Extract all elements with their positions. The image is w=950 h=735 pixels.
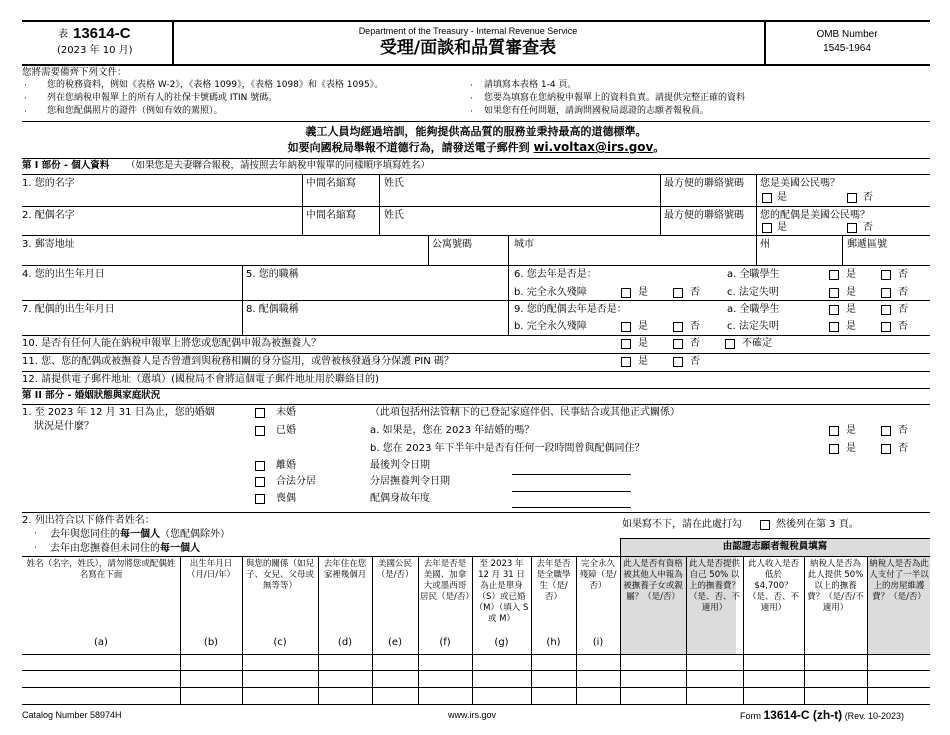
col-header-qualifying: 此人是否有資格被其他人申報為被撫養子女或親屬？（是/否） — [623, 559, 683, 603]
bullet: · — [34, 543, 37, 553]
your-dob-label: 4. 您的出生年月日 — [22, 269, 105, 280]
death-year-field[interactable] — [512, 507, 631, 508]
unsure-label: 不確定 — [742, 338, 772, 349]
no-label: 否 — [898, 304, 908, 315]
col-letter-i: (i) — [592, 637, 604, 648]
no-label: 否 — [690, 338, 700, 349]
col-line — [867, 556, 868, 704]
q10-unsure-checkbox[interactable] — [725, 339, 735, 349]
divider — [379, 174, 380, 206]
overflow-note: 如果寫不下，請在此處打勾 — [622, 519, 742, 530]
certified-preparer-header: 由認證志願者報稅員填寫 — [722, 541, 828, 552]
yes-label: 是 — [846, 269, 856, 280]
divider — [660, 206, 661, 235]
ethics-line-1: 義工人員均經過培訓，能夠提供高品質的服務並秉持最高的道德標準。 — [305, 125, 647, 138]
divider — [756, 206, 757, 235]
col-header-citizen: 美國公民（是/否） — [376, 559, 414, 581]
marital-question-line2: 狀況是什麼？ — [34, 421, 94, 432]
header-bottom-rule — [22, 64, 930, 66]
no-label: 否 — [863, 192, 873, 203]
form-number: 13614-C — [73, 25, 131, 42]
divider — [302, 174, 303, 206]
part1-top-rule — [22, 158, 930, 159]
rule — [22, 353, 930, 354]
yes-label: 是 — [777, 192, 787, 203]
q6c-yes-checkbox[interactable] — [829, 288, 839, 298]
status-single-label: 未婚 — [276, 407, 296, 418]
col-header-student: 去年是否是全職學生（是/否） — [536, 559, 571, 603]
omb-label: OMB Number — [816, 29, 878, 40]
col-letter-h: (h) — [546, 637, 561, 648]
rule — [22, 388, 930, 389]
bullet: · — [34, 529, 37, 539]
separation-date-label: 分居撫養判令日期 — [370, 476, 450, 487]
citizen-no-checkbox[interactable] — [847, 193, 857, 203]
bullet: · — [24, 94, 27, 104]
divider — [660, 174, 661, 206]
col-line — [180, 556, 181, 704]
divider — [756, 235, 757, 265]
household-supported: 去年由您撫養但未同住的每一個人 — [50, 543, 200, 554]
status-divorced-label: 離婚 — [276, 460, 296, 471]
col-letter-e: (e) — [388, 637, 402, 648]
status-separated-checkbox[interactable] — [255, 477, 265, 487]
col-header-household-cost: 納稅人是否為此人支付了一半以上的房屋維護費？（是/否） — [869, 559, 929, 603]
marital-question-line1: 1. 至 2023 年 12 月 31 日為止，您的婚姻 — [22, 407, 215, 418]
rule — [22, 174, 930, 175]
q9c-yes-checkbox[interactable] — [829, 322, 839, 332]
yes-label: 是 — [846, 304, 856, 315]
apartment-label: 公寓號碼 — [432, 239, 472, 250]
col-letter-c: (c) — [273, 637, 287, 648]
col-line — [318, 556, 319, 704]
spouse-dob-label: 7. 配偶的出生年月日 — [22, 304, 115, 315]
rule — [22, 512, 930, 513]
col-letter-g: (g) — [494, 637, 509, 648]
q6c-label: c. 法定失明 — [727, 287, 779, 298]
q6a-yes-checkbox[interactable] — [829, 270, 839, 280]
decree-date-label: 最後判令日期 — [370, 460, 430, 471]
status-single-checkbox[interactable] — [255, 408, 265, 418]
spouse-citizen-no-checkbox[interactable] — [847, 223, 857, 233]
q6c-no-checkbox[interactable] — [881, 288, 891, 298]
lived-with-spouse-yes-checkbox[interactable] — [829, 444, 839, 454]
header-divider-right — [764, 21, 766, 64]
ethics-line-2: 如要向國稅局舉報不道德行為，請發送電子郵件到 wi.voltax@irs.gov。 — [287, 140, 665, 154]
col-line — [804, 556, 805, 704]
q11-label: 11. 您、您的配偶或被撫養人是否曾遭到與稅務相關的身分盜用，或曾被核發過身分保護 PIN 碼？ — [22, 356, 454, 367]
spouse-first-name-label: 2. 配偶名字 — [22, 210, 75, 221]
yes-label: 是 — [846, 425, 856, 436]
col-header-dob: 出生年月日（月/日/年） — [186, 559, 236, 581]
q9c-label: c. 法定失明 — [727, 321, 779, 332]
overflow-checkbox[interactable] — [760, 520, 770, 530]
your-first-name-label: 1. 您的名字 — [22, 178, 75, 189]
col-line — [418, 556, 419, 704]
part1-title: 第 I 部份 - 個人資料 — [22, 160, 110, 171]
col-header-relationship: 與您的關係（如兒子、女兒、父母或無等等） — [245, 559, 314, 592]
q9a-no-checkbox[interactable] — [881, 305, 891, 315]
separation-date-field[interactable] — [512, 491, 631, 492]
q6-label: 6. 您去年是否是： — [514, 269, 597, 280]
divider — [508, 300, 509, 335]
col-line — [242, 556, 243, 704]
intro-left-1: 您的稅務資料，例如《表格 W-2》，《表格 1099》，《表格 1098》和《表格 1095》。 — [47, 80, 384, 90]
no-label: 否 — [690, 287, 700, 298]
col-header-months: 去年住在您家裡幾個月 — [323, 559, 367, 581]
col-line — [576, 556, 577, 704]
lived-with-spouse-no-checkbox[interactable] — [881, 444, 891, 454]
department: Department of the Treasury - Internal Revenue Service — [358, 26, 578, 36]
no-label: 否 — [898, 443, 908, 454]
q12-label: 12. 請提供電子郵件地址（選填）(國稅局不會將這個電子郵件地址用於聯絡目的) — [22, 374, 379, 385]
state-label: 州 — [760, 239, 770, 250]
col-line — [743, 556, 744, 704]
bullet: · — [24, 81, 27, 91]
divider — [302, 206, 303, 235]
col-header-taxpayer-support: 納稅人是否為此人提供 50% 以上的撫養費？（是/否/不適用） — [807, 559, 864, 614]
q9b-label: b. 完全永久殘障 — [514, 321, 587, 332]
overflow-tail: 然後列在第 3 頁。 — [776, 519, 859, 530]
middle-initial-label: 中間名縮寫 — [306, 178, 356, 189]
bullet: · — [470, 107, 473, 117]
divider — [756, 174, 757, 206]
col-line — [686, 556, 687, 704]
rule — [22, 235, 930, 236]
rule — [22, 371, 930, 372]
rule — [22, 265, 930, 266]
married-2023-no-checkbox[interactable] — [881, 426, 891, 436]
phone-label: 最方便的聯絡號碼 — [664, 178, 744, 189]
yes-label: 是 — [638, 321, 648, 332]
catalog-number: Catalog Number 58974H — [22, 710, 122, 720]
phone-label: 最方便的聯絡號碼 — [664, 210, 744, 221]
yes-label: 是 — [846, 287, 856, 298]
last-name-label: 姓氏 — [384, 178, 404, 189]
table-row[interactable] — [22, 654, 930, 655]
q9-label: 9. 您的配偶去年是否是： — [514, 304, 627, 315]
spouse-citizen-yes-checkbox[interactable] — [762, 223, 772, 233]
table-row[interactable] — [22, 687, 930, 688]
yes-label: 是 — [638, 287, 648, 298]
status-separated-label: 合法分居 — [276, 476, 316, 487]
page-title: 受理/面談和品質審查表 — [379, 38, 557, 58]
citizen-question: 您是美國公民嗎？ — [760, 178, 840, 189]
q11-yes-checkbox[interactable] — [621, 357, 631, 367]
bullet: · — [470, 81, 473, 91]
q6a-label: a. 全職學生 — [727, 269, 780, 280]
middle-initial-label: 中間名縮寫 — [306, 210, 356, 221]
rule — [22, 404, 930, 405]
q9a-yes-checkbox[interactable] — [829, 305, 839, 315]
spouse-job-label: 8. 配偶職稱 — [246, 304, 299, 315]
divider — [242, 300, 243, 335]
q9c-no-checkbox[interactable] — [881, 322, 891, 332]
col-header-disabled: 完全永久殘障（是/否） — [579, 559, 617, 592]
q11-no-checkbox[interactable] — [673, 357, 683, 367]
status-married-label: 已婚 — [276, 425, 296, 436]
yes-label: 是 — [638, 356, 648, 367]
col-line — [372, 556, 373, 704]
col-header-name: 姓名（名字，姓氏），請勿將您或配偶姓名寫在下面 — [26, 559, 176, 581]
col-letter-f: (f) — [439, 637, 451, 648]
divider — [428, 235, 429, 265]
household-question: 2. 列出符合以下條件者姓名： — [22, 515, 155, 526]
divider — [242, 265, 243, 300]
q9b-no-checkbox[interactable] — [673, 322, 683, 332]
last-name-label: 姓氏 — [384, 210, 404, 221]
col-header-single-married: 至 2023 年 12 月 31 日為止是單身（S）或已婚（M）（填入 S 或 M） — [474, 559, 529, 625]
married-note: （此項包括州法管轄下的已登記家庭伴侶、民事結合或其他正式關係） — [370, 407, 680, 418]
omb-number: 1545-1964 — [823, 43, 871, 54]
rule — [22, 335, 930, 336]
q6a-no-checkbox[interactable] — [881, 270, 891, 280]
no-label: 否 — [898, 269, 908, 280]
decree-date-field[interactable] — [512, 474, 631, 475]
rule — [22, 206, 930, 207]
table-row[interactable] — [22, 670, 930, 671]
no-label: 否 — [863, 222, 873, 233]
death-year-label: 配偶身故年度 — [370, 493, 430, 504]
intro-right-1: 請填寫本表格 1-4 頁。 — [484, 80, 577, 90]
yes-label: 是 — [638, 338, 648, 349]
q10-label: 10. 是否有任何人能在納稅申報單上將您或您配偶申報為被撫養人？ — [22, 338, 322, 349]
status-widowed-label: 喪偶 — [276, 493, 296, 504]
q9b-yes-checkbox[interactable] — [621, 322, 631, 332]
mailing-address-label: 3. 郵寄地址 — [22, 239, 75, 250]
form-date: (2023 年 10 月) — [57, 45, 133, 56]
no-label: 否 — [690, 321, 700, 332]
your-job-label: 5. 您的職稱 — [246, 269, 299, 280]
part2-title: 第 II 部分 - 婚姻狀態與家庭狀況 — [22, 390, 161, 401]
bullet: · — [24, 107, 27, 117]
rule — [22, 300, 930, 301]
married-2023-yes-checkbox[interactable] — [829, 426, 839, 436]
bullet: · — [470, 94, 473, 104]
no-label: 否 — [898, 287, 908, 298]
status-divorced-checkbox[interactable] — [255, 461, 265, 471]
col-letter-d: (d) — [337, 637, 353, 648]
yes-label: 是 — [846, 443, 856, 454]
divider — [379, 206, 380, 235]
intro-right-2: 您要為填寫在您納稅申報單上的資料負責。請提供完整正確的資料 — [484, 93, 746, 103]
no-label: 否 — [898, 425, 908, 436]
household-lived-with: 去年與您同住的每一個人（您配偶除外） — [50, 529, 230, 540]
spouse-citizen-question: 您的配偶是美國公民嗎？ — [760, 210, 870, 221]
q10-yes-checkbox[interactable] — [621, 339, 631, 349]
col-letter-b: (b) — [203, 637, 219, 648]
irs-url: www.irs.gov — [448, 710, 497, 720]
part1-note: （如果您是夫妻聯合報稅，請按照去年納稅申報單的同樣順序填寫姓名） — [126, 160, 431, 171]
citizen-yes-checkbox[interactable] — [762, 193, 772, 203]
form-prefix: 表 — [58, 29, 68, 40]
divider — [508, 235, 509, 265]
zip-label: 郵遞區號 — [847, 239, 887, 250]
divider — [842, 235, 843, 265]
header-top-rule — [22, 20, 930, 22]
lived-with-spouse-question: b. 您在 2023 年下半年中是否有任何一段時間曾與配偶同住？ — [370, 443, 645, 454]
col-line — [531, 556, 532, 704]
rule — [22, 556, 930, 557]
q6b-label: b. 完全永久殘障 — [514, 287, 587, 298]
q6b-no-checkbox[interactable] — [673, 288, 683, 298]
city-label: 城市 — [514, 239, 534, 250]
q10-no-checkbox[interactable] — [673, 339, 683, 349]
status-widowed-checkbox[interactable] — [255, 494, 265, 504]
yes-label: 是 — [846, 321, 856, 332]
col-header-income: 此人收入是否低於 $4,700？（是、否、不適用） — [747, 559, 799, 614]
q9a-label: a. 全職學生 — [727, 304, 780, 315]
ethics-email-link[interactable]: wi.voltax@irs.gov — [533, 140, 654, 154]
divider — [508, 265, 509, 300]
intro-left-3: 您和您配偶照片的證件（例如有效的駕照）。 — [47, 106, 223, 116]
status-married-checkbox[interactable] — [255, 426, 265, 436]
yes-label: 是 — [777, 222, 787, 233]
no-label: 否 — [898, 321, 908, 332]
col-header-self-support: 此人是否提供自己 50% 以上的撫養費？（是、否、不適用） — [688, 559, 740, 614]
col-line — [620, 538, 621, 704]
no-label: 否 — [690, 356, 700, 367]
col-line — [472, 556, 473, 704]
q6b-yes-checkbox[interactable] — [621, 288, 631, 298]
intro-left-2: 列在您納稅申報單上的所有人的社保卡號碼或 ITIN 號碼。 — [47, 93, 278, 103]
form-footer: Form 13614-C (zh-t) (Rev. 10-2023) — [740, 708, 905, 722]
col-header-resident: 去年是否是美國、加拿大或墨西哥居民（是/否） — [420, 559, 474, 603]
intro-rule — [22, 121, 930, 122]
intro-right-3: 如果您有任何問題，請詢問國稅局認證的志願者報稅員。 — [484, 106, 710, 116]
married-2023-question: a. 如果是，您在 2023 年結婚的嗎？ — [370, 425, 535, 436]
col-letter-a: (a) — [94, 637, 108, 648]
intro-lead: 您將需要備齊下列文件： — [22, 67, 127, 78]
table-row[interactable] — [22, 704, 930, 705]
